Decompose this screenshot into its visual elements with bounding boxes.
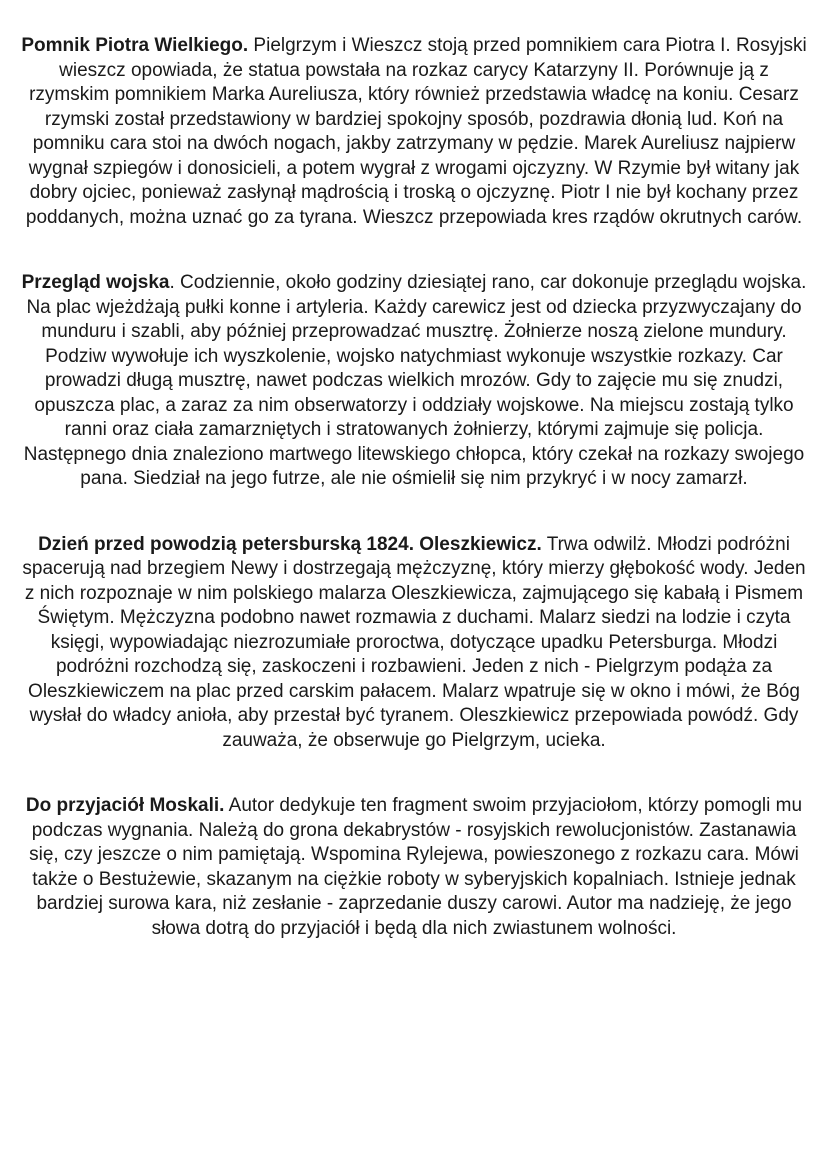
paragraph-text: Pielgrzym i Wieszcz stoją przed pomnikiem cara Piotra I. Rosyjski wieszcz opowiada, że statua powstała na rozkaz carycy Katarzyny II. Porównuje ją z rzymskim pomnikiem Marka Aureliusza, który również przedstawia władcę na koniu. Cesarz rzymski został przedstawiony w bardziej spokojny sposób, pozdrawia dłonią lud. Koń na pomniku cara stoi na dwóch nogach, jakby zatrzymany w pędzie. Marek Aureliusz najpierw wygnał szpiegów i donosicieli, a potem wygrał z wrogami ojczyzny. W Rzymie był witany jak dobry ojciec, ponieważ zasłynął mądrością i troską o ojczyznę. Piotr I nie był kochany przez poddanych, można uznać go za tyrana. Wieszcz przepowiada kres rządów okrutnych carów.	[25, 35, 807, 228]
paragraph-text: Autor dedykuje ten fragment swoim przyjaciołom, którzy pomogli mu podczas wygnania. Należą do grona dekabrystów - rosyjskich rewolucjonistów. Zastanawia się, czy jeszcze o nim pamiętają. Wspomina Rylejewa, powieszonego z rozkazu cara. Mówi także o Bestużewie, skazanym na ciężkie roboty w syberyjskich kopalniach. Istnieje jednak bardziej surowa kara, niż zesłanie - zaprzedanie duszy carowi. Autor ma nadzieję, że jego słowa dotrą do przyjaciół i będą dla nich zwiastunem wolności.	[29, 795, 803, 939]
paragraph-text: Trwa odwilż. Młodzi podróżni spacerują nad brzegiem Newy i dostrzegają mężczyznę, który mierzy głębokość wody. Jeden z nich rozpoznaje w nim polskiego malarza Oleszkiewicza, zajmującego się kabałą i Pismem Świętym. Mężczyzna podobno nawet rozmawia z duchami. Malarz siedzi na lodzie i czyta księgi, wypowiadając niezrozumiałe proroctwa, dotyczące upadku Petersburga. Młodzi podróżni rozchodzą się, zaskoczeni i rozbawieni. Jeden z nich - Pielgrzym podąża za Oleszkiewiczem na plac przed carskim pałacem. Malarz wpatruje się w okno i mówi, że Bóg wysłał do władcy anioła, aby przestał być tyranem. Oleszkiewicz przepowiada powódź. Gdy zauważa, że obserwuje go Pielgrzym, ucieka.	[22, 533, 806, 751]
paragraph-text: . Codziennie, około godziny dziesiątej rano, car dokonuje przeglądu wojska. Na plac wjeżdżają pułki konne i artyleria. Każdy carewicz jest od dziecka przyzwyczajany do munduru i szabli, aby później przeprowadzać musztrę. Żołnierze noszą zielone mundury. Podziw wywołuje ich wyszkolenie, wojsko natychmiast wykonuje wszystkie rozkazy. Car prowadzi długą musztrę, nawet podczas wielkich mrozów. Gdy to zajęcie mu się znudzi, opuszcza plac, a zaraz za nim obserwatorzy i oddziały wojskowe. Na miejscu zostają tylko ranni oraz ciała zamarzniętych i stratowanych żołnierzy, którymi zajmuje się policja. Następnego dnia znaleziono martwego litewskiego chłopca, który czekał na rozkazy swojego pana. Siedział na jego futrze, ale nie ośmielił się nim przykryć i w nocy zamarzł.	[23, 272, 807, 489]
paragraph-title: Dzień przed powodzią petersburską 1824. Oleszkiewicz.	[38, 533, 542, 555]
paragraph-do-przyjaciol	[18, 794, 810, 941]
paragraph-title: Pomnik Piotra Wielkiego.	[21, 35, 249, 56]
paragraph-przeglad-wojska	[18, 271, 810, 492]
paragraph-pomnik	[18, 34, 810, 230]
paragraph-dzien-przed-powodzia	[18, 533, 810, 754]
paragraph-title: Do przyjaciół Moskali.	[25, 795, 225, 816]
paragraph-title: Przegląd wojska	[21, 272, 170, 293]
